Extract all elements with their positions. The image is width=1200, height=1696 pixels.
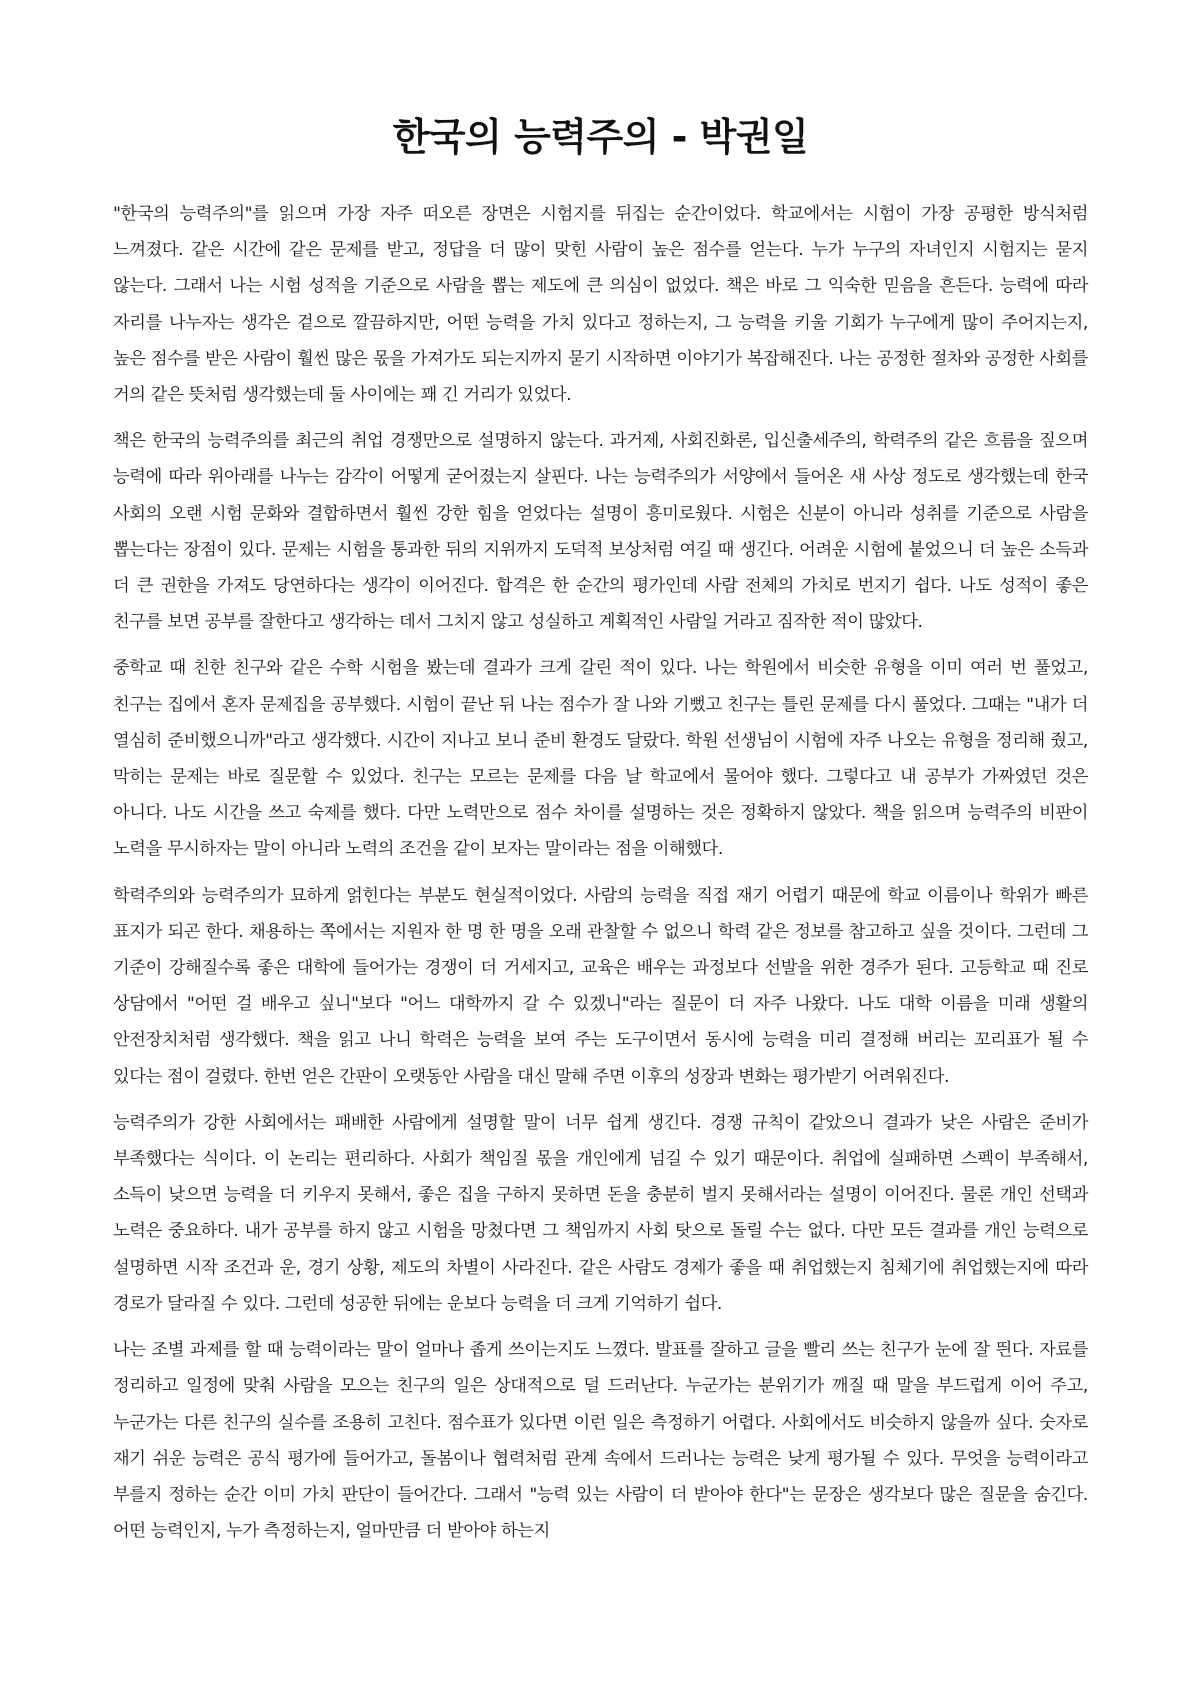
essay-paragraph-3: 중학교 때 친한 친구와 같은 수학 시험을 봤는데 결과가 크게 갈린 적이 있다. 나는 학원에서 비슷한 유형을 이미 여러 번 풀었고, 친구는 집에서 혼자 문제집을 공부했다. 시험이 끝난 뒤 나는 점수가 잘 나와 기뻤고 친구는 틀린 문제를 다시 풀었다. 그때는 "내가 더 열심히 준비했으니까"라고 생각했다. 시간이 지나고 보니 준비 환경도 달랐다. 학원 선생님이 시험에 자주 나오는 유형을 정리해 줬고, 막히는 문제는 바로 질문할 수 있었다. 친구는 모르는 문제를 다음 날 학교에서 물어야 했다. 그렇다고 내 공부가 가짜였던 것은 아니다. 나도 시간을 쓰고 숙제를 했다. 다만 노력만으로 점수 차이를 설명하는 것은 정확하지 않았다. 책을 읽으며 능력주의 비판이 노력을 무시하자는 말이 아니라 노력의 조건을 같이 보자는 말이라는 점을 이해했다. bbox=[113, 658, 1088, 860]
essay-paragraph-4: 학력주의와 능력주의가 묘하게 얽힌다는 부분도 현실적이었다. 사람의 능력을 직접 재기 어렵기 때문에 학교 이름이나 학위가 빠른 표지가 되곤 한다. 채용하는 쪽에서는 지원자 한 명 한 명을 오래 관찰할 수 없으니 학력 같은 정보를 참고하고 싶을 것이다. 그런데 그 기준이 강해질수록 좋은 대학에 들어가는 경쟁이 더 거세지고, 교육은 배우는 과정보다 선발을 위한 경주가 된다. 고등학교 때 진로 상담에서 "어떤 걸 배우고 싶니"보다 "어느 대학까지 갈 수 있겠니"라는 질문이 더 자주 나왔다. 나도 대학 이름을 미래 생활의 안전장치처럼 생각했다. 책을 읽고 나니 학력은 능력을 보여 주는 도구이면서 동시에 능력을 미리 결정해 버리는 꼬리표가 될 수 있다는 점이 걸렸다. 한번 얻은 간판이 오랫동안 사람을 대신 말해 주면 이후의 성장과 변화는 평가받기 어려워진다. bbox=[113, 885, 1088, 1087]
document-title: 한국의 능력주의 - 박권일 bbox=[392, 115, 809, 159]
document-page bbox=[113, 112, 1088, 1559]
essay-paragraph-2: 책은 한국의 능력주의를 최근의 취업 경쟁만으로 설명하지 않는다. 과거제, 사회진화론, 입신출세주의, 학력주의 같은 흐름을 짚으며 능력에 따라 위아래를 나누는 감각이 어떻게 굳어졌는지 살핀다. 나는 능력주의가 서양에서 들어온 새 사상 정도로 생각했는데 한국 사회의 오랜 시험 문화와 결합하면서 훨씬 강한 힘을 얻었다는 설명이 흥미로웠다. 시험은 신분이 아니라 성취를 기준으로 사람을 뽑는다는 장점이 있다. 문제는 시험을 통과한 뒤의 지위까지 도덕적 보상처럼 여길 때 생긴다. 어려운 시험에 붙었으니 더 높은 소득과 더 큰 권한을 가져도 당연하다는 생각이 이어진다. 합격은 한 순간의 평가인데 사람 전체의 가치로 번지기 쉽다. 나도 성적이 좋은 친구를 보면 공부를 잘한다고 생각하는 데서 그치지 않고 성실하고 계획적인 사람일 거라고 짐작한 적이 많았다. bbox=[113, 431, 1088, 633]
essay-paragraph-1: "한국의 능력주의"를 읽으며 가장 자주 떠오른 장면은 시험지를 뒤집는 순간이었다. 학교에서는 시험이 가장 공평한 방식처럼 느껴졌다. 같은 시간에 같은 문제를 받고, 정답을 더 많이 맞힌 사람이 높은 점수를 얻는다. 누가 누구의 자녀인지 시험지는 묻지 않는다. 그래서 나는 시험 성적을 기준으로 사람을 뽑는 제도에 큰 의심이 없었다. 책은 바로 그 익숙한 믿음을 흔든다. 능력에 따라 자리를 나누자는 생각은 겉으로 깔끔하지만, 어떤 능력을 가치 있다고 정하는지, 그 능력을 키울 기회가 누구에게 많이 주어지는지, 높은 점수를 받은 사람이 훨씬 많은 몫을 가져가도 되는지까지 묻기 시작하면 이야기가 복잡해진다. 나는 공정한 절차와 공정한 사회를 거의 같은 뜻처럼 생각했는데 둘 사이에는 꽤 긴 거리가 있었다. bbox=[113, 204, 1088, 406]
essay-paragraph-6: 나는 조별 과제를 할 때 능력이라는 말이 얼마나 좁게 쓰이는지도 느꼈다. 발표를 잘하고 글을 빨리 쓰는 친구가 눈에 잘 띈다. 자료를 정리하고 일정에 맞춰 사람을 모으는 친구의 일은 상대적으로 덜 드러난다. 누군가는 분위기가 깨질 때 말을 부드럽게 이어 주고, 누군가는 다른 친구의 실수를 조용히 고친다. 점수표가 있다면 이런 일은 측정하기 어렵다. 사회에서도 비슷하지 않을까 싶다. 숫자로 재기 쉬운 능력은 공식 평가에 들어가고, 돌봄이나 협력처럼 관계 속에서 드러나는 능력은 낮게 평가될 수 있다. 무엇을 능력이라고 부를지 정하는 순간 이미 가치 판단이 들어간다. 그래서 "능력 있는 사람이 더 받아야 한다"는 문장은 생각보다 많은 질문을 숨긴다. 어떤 능력인지, 누가 측정하는지, 얼마만큼 더 받아야 하는지 bbox=[113, 1340, 1088, 1542]
essay-paragraph-5: 능력주의가 강한 사회에서는 패배한 사람에게 설명할 말이 너무 쉽게 생긴다. 경쟁 규칙이 같았으니 결과가 낮은 사람은 준비가 부족했다는 식이다. 이 논리는 편리하다. 사회가 책임질 몫을 개인에게 넘길 수 있기 때문이다. 취업에 실패하면 스펙이 부족해서, 소득이 낮으면 능력을 더 키우지 못해서, 좋은 집을 구하지 못하면 돈을 충분히 벌지 못해서라는 설명이 이어진다. 물론 개인 선택과 노력은 중요하다. 내가 공부를 하지 않고 시험을 망쳤다면 그 책임까지 사회 탓으로 돌릴 수는 없다. 다만 모든 결과를 개인 능력으로 설명하면 시작 조건과 운, 경기 상황, 제도의 차별이 사라진다. 같은 사람도 경제가 좋을 때 취업했는지 침체기에 취업했는지에 따라 경로가 달라질 수 있다. 그런데 성공한 뒤에는 운보다 능력을 더 크게 기억하기 쉽다. bbox=[113, 1112, 1088, 1314]
